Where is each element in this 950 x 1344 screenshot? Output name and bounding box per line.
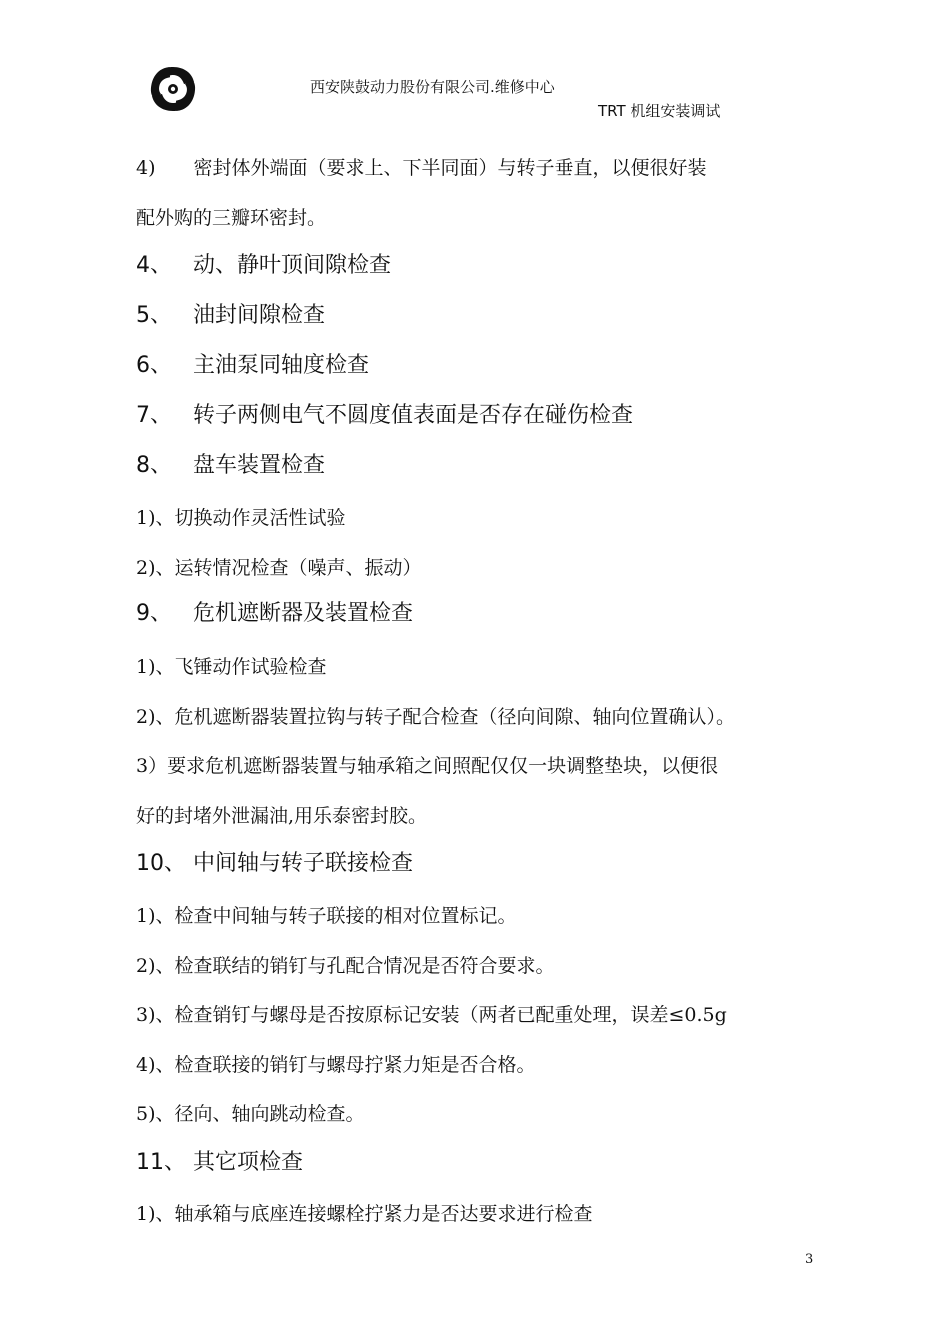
text-line: 1)、轴承箱与底座连接螺栓拧紧力是否达要求进行检查 bbox=[136, 1203, 593, 1225]
section-number: 10、 bbox=[136, 851, 186, 876]
section-title: 动、静叶顶间隙检查 bbox=[193, 253, 392, 278]
text-line: 1)、切换动作灵活性试验 bbox=[136, 507, 346, 529]
section-title: 转子两侧电气不圆度值表面是否存在碰伤检查 bbox=[193, 403, 634, 428]
section-heading bbox=[136, 298, 325, 329]
text-line: 好的封堵外泄漏油,用乐泰密封胶。 bbox=[136, 805, 428, 827]
section-number: 6、 bbox=[136, 353, 172, 378]
text-line: 1)、检查中间轴与转子联接的相对位置标记。 bbox=[136, 905, 517, 927]
text-line: 2)、危机遮断器装置拉钩与转子配合检查（径向间隙、轴向位置确认）。 bbox=[136, 706, 736, 728]
text-line: 5)、径向、轴向跳动检查。 bbox=[136, 1103, 365, 1125]
section-number: 5、 bbox=[136, 303, 172, 328]
text-line: 3)、检查销钉与螺母是否按原标记安装（两者已配重处理，误差≤0.5g bbox=[136, 1004, 727, 1026]
section-title: 危机遮断器及装置检查 bbox=[193, 601, 414, 626]
section-heading bbox=[136, 448, 325, 479]
header-company-name: 西安陕鼓动力股份有限公司.维修中心 bbox=[310, 78, 555, 96]
section-number: 8、 bbox=[136, 453, 172, 478]
company-logo bbox=[148, 64, 198, 114]
section-number: 4、 bbox=[136, 253, 172, 278]
section-number: 11、 bbox=[136, 1150, 186, 1175]
section-heading bbox=[136, 846, 413, 877]
section-number: 9、 bbox=[136, 601, 172, 626]
text-line: 3）要求危机遮断器装置与轴承箱之间照配仅仅一块调整垫块，以便很 bbox=[136, 755, 719, 777]
section-title: 中间轴与转子联接检查 bbox=[193, 851, 414, 876]
section-heading bbox=[136, 1145, 303, 1176]
section-title: 油封间隙检查 bbox=[193, 303, 326, 328]
section-title: 主油泵同轴度检查 bbox=[193, 353, 370, 378]
section-title: 盘车装置检查 bbox=[193, 453, 326, 478]
text-line: 2)、运转情况检查（噪声、振动） bbox=[136, 557, 422, 579]
section-number: 7、 bbox=[136, 403, 172, 428]
text-line: 4) 密封体外端面（要求上、下半同面）与转子垂直，以便很好装 bbox=[136, 157, 707, 179]
section-heading bbox=[136, 596, 413, 627]
text-line: 4)、检查联接的销钉与螺母拧紧力矩是否合格。 bbox=[136, 1054, 536, 1076]
text-line: 配外购的三瓣环密封。 bbox=[136, 207, 327, 229]
text-line: 1)、飞锤动作试验检查 bbox=[136, 656, 327, 678]
text-line: 2)、检查联结的销钉与孔配合情况是否符合要求。 bbox=[136, 955, 555, 977]
section-title: 其它项检查 bbox=[193, 1150, 304, 1175]
header-document-title: TRT 机组安装调试 bbox=[598, 102, 721, 120]
page-number: 3 bbox=[805, 1252, 814, 1267]
section-heading bbox=[136, 248, 391, 279]
section-heading bbox=[136, 398, 633, 429]
section-heading bbox=[136, 348, 369, 379]
